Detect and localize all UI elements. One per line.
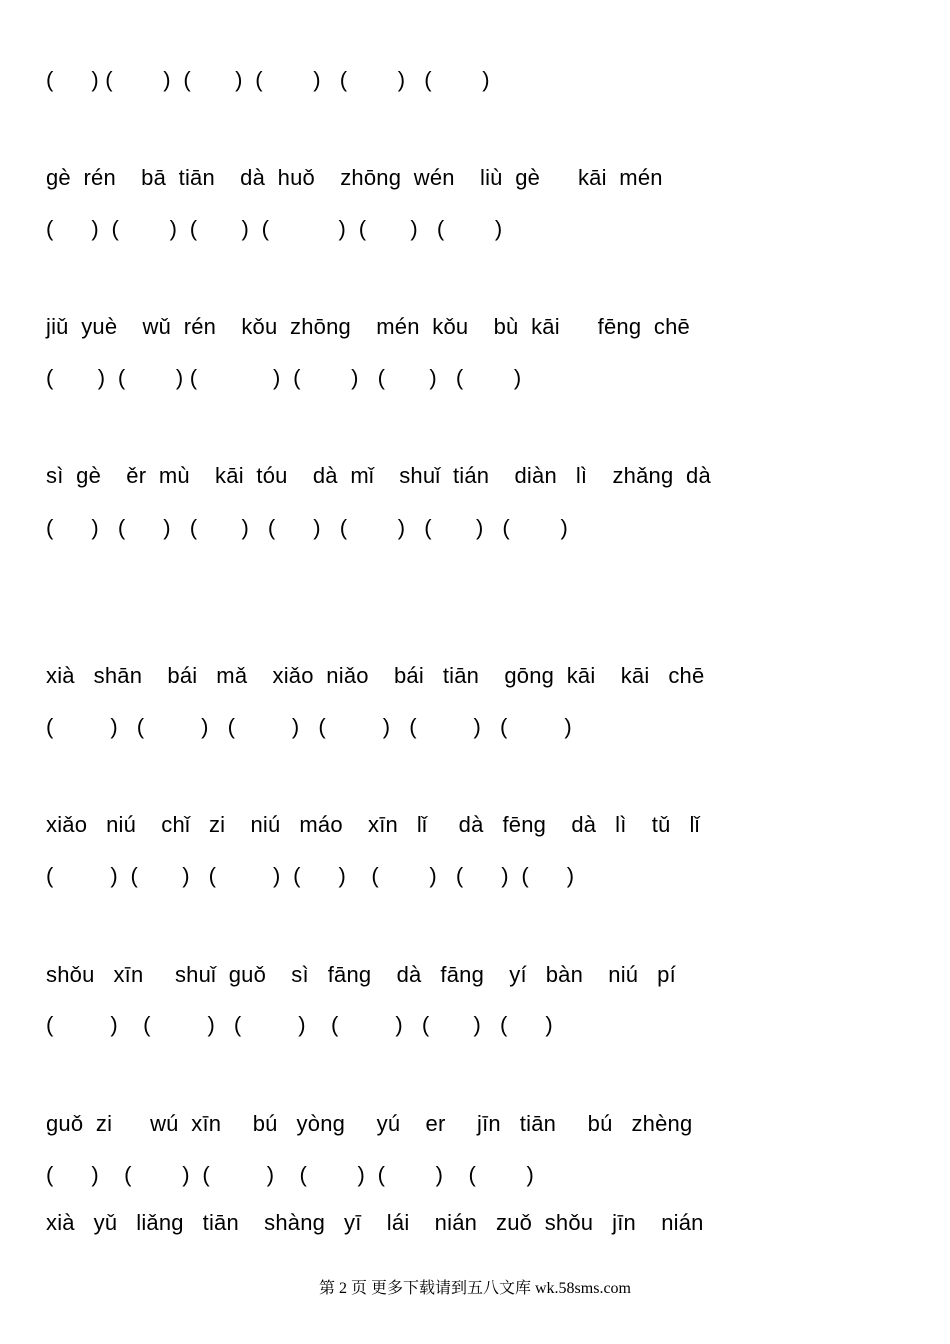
answer-blanks-row: ( ) ( ) ( ) ( ) ( ) ( ): [46, 365, 522, 390]
answer-blanks-row: ( ) ( ) ( ) ( ) ( ) ( ): [46, 1012, 553, 1037]
page-footer: 第 2 页 更多下载请到五八文库 wk.58sms.com: [318, 1280, 631, 1297]
answer-blanks-row: ( ) ( ) ( ) ( ) ( ) ( ) ( ): [46, 515, 568, 540]
answer-blanks-row: ( ) ( ) ( ) ( ) ( ) ( ): [46, 714, 572, 739]
pinyin-row: xià yǔ liǎng tiān shàng yī lái nián zuǒ shǒu jīn nián: [46, 1210, 704, 1235]
pinyin-row: guǒ zi wú xīn bú yòng yú er jīn tiān bú zhèng: [46, 1111, 693, 1136]
pinyin-row: sì gè ěr mù kāi tóu dà mǐ shuǐ tián diàn lì zhǎng dà: [46, 463, 711, 488]
pinyin-row: gè rén bā tiān dà huǒ zhōng wén liù gè kāi mén: [46, 165, 663, 190]
pinyin-row: xià shān bái mǎ xiǎo niǎo bái tiān gōng kāi kāi chē: [46, 663, 705, 688]
answer-blanks-row: ( ) ( ) ( ) ( ) ( ) ( ) ( ): [46, 863, 575, 888]
answer-blanks-row: ( ) ( ) ( ) ( ) ( ) ( ): [46, 1162, 534, 1187]
pinyin-row: jiǔ yuè wǔ rén kǒu zhōng mén kǒu bù kāi fēng chē: [46, 314, 690, 339]
answer-blanks-row: ( ) ( ) ( ) ( ) ( ) ( ): [46, 67, 490, 92]
pinyin-row: shǒu xīn shuǐ guǒ sì fāng dà fāng yí bàn niú pí: [46, 962, 676, 987]
answer-blanks-row: ( ) ( ) ( ) ( ) ( ) ( ): [46, 216, 503, 241]
pinyin-row: xiǎo niú chǐ zi niú máo xīn lǐ dà fēng dà lì tǔ lǐ: [46, 812, 700, 837]
